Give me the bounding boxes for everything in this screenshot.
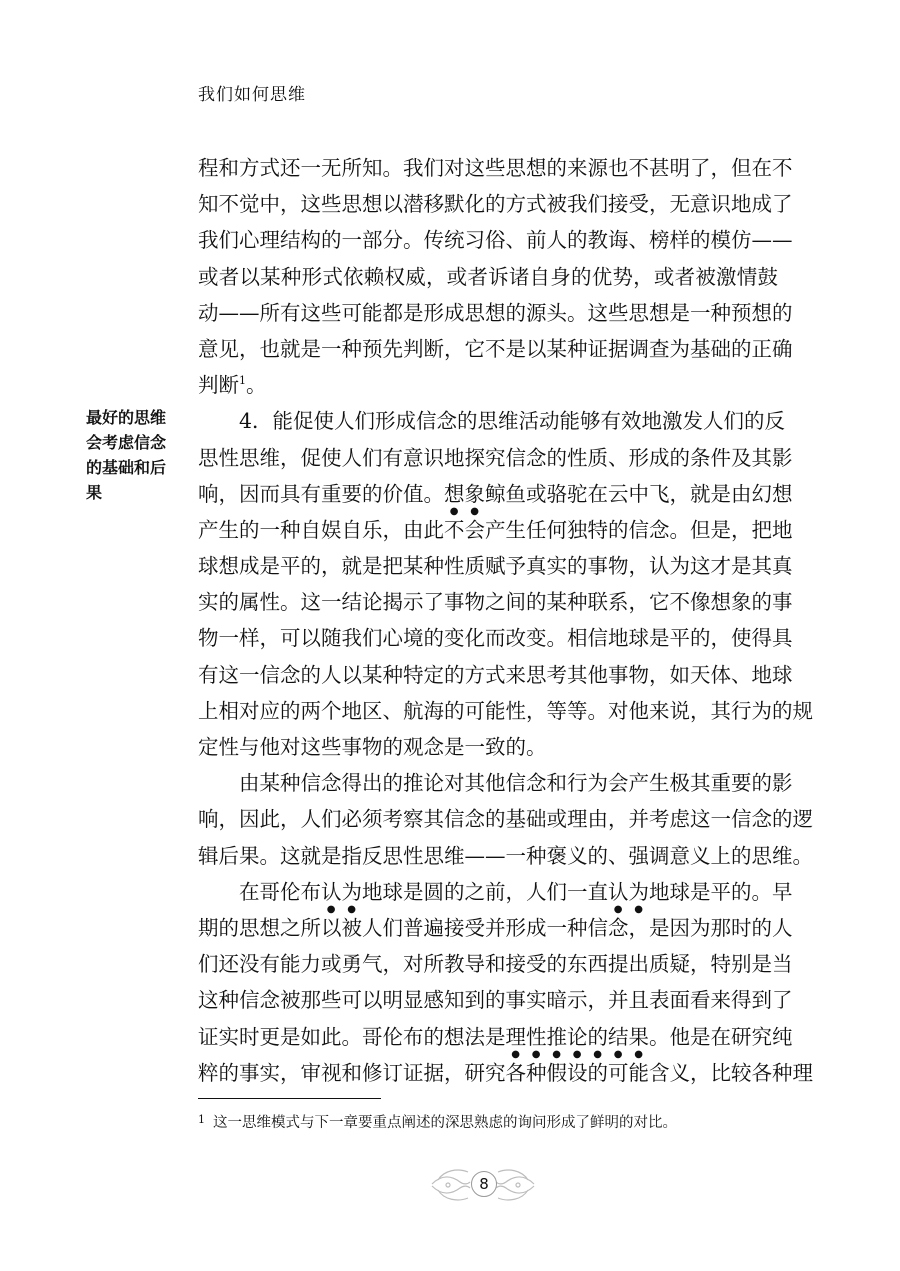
- margin-note-line: 最好的思维: [86, 408, 167, 427]
- text-line: 这种信念被那些可以明显感知到的事实暗示，并且表面看来得到了: [198, 988, 793, 1013]
- running-head: 我们如何思维: [198, 85, 306, 105]
- page-number-ornament: [428, 1162, 538, 1208]
- emphasized-text: 认为: [608, 879, 649, 904]
- text-line: 或者以某种形式依赖权威，或者诉诸自身的优势，或者被激情鼓: [198, 264, 778, 289]
- margin-note-line: 的基础和后: [86, 458, 167, 477]
- text-line: 知不觉中，这些思想以潜移默化的方式被我们接受，无意识地成了: [198, 192, 793, 217]
- body-text: [198, 150, 813, 1091]
- footnote: [198, 1111, 677, 1132]
- text-span: 证实时更是如此。哥伦布的想法是: [198, 1024, 506, 1049]
- text-span: 。: [246, 373, 267, 398]
- text-line: 期的思想之所以被人们普遍接受并形成一种信念，是因为那时的人: [198, 915, 793, 940]
- text-line: 定性与他对这些事物的观念是一致的。: [198, 735, 547, 759]
- margin-note-line: 果: [86, 483, 103, 502]
- margin-note-line: 会考虑信念: [86, 433, 167, 452]
- footnote-divider: [198, 1098, 381, 1099]
- text-span: 。他是在研究纯: [649, 1024, 793, 1049]
- footnote-mark: 1: [198, 1113, 205, 1126]
- text-line: 物一样，可以随我们心境的变化而改变。相信地球是平的，使得具: [198, 626, 793, 651]
- text-line: [198, 1019, 793, 1055]
- text-line: 粹的事实，审视和修订证据，研究各种假设的可能含义，比较各种理: [198, 1060, 813, 1085]
- text-line: 产生的一种自娱自乐，由此不会产生任何独特的信念。但是，把地: [198, 517, 793, 542]
- text-span: 判断: [198, 373, 239, 398]
- text-line: 意见，也就是一种预先判断，它不是以某种证据调查为基础的正确: [198, 336, 793, 361]
- text-line: 思性思维，促使人们有意识地探究信念的性质、形成的条件及其影: [198, 445, 793, 470]
- text-line: 程和方式还一无所知。我们对这些思想的来源也不甚明了，但在不: [198, 156, 793, 180]
- text-line: 有这一信念的人以某种特定的方式来思考其他事物，如天体、地球: [198, 662, 793, 687]
- text-line: 们还没有能力或勇气，对所教导和接受的东西提出质疑，特别是当: [198, 952, 793, 977]
- emphasized-text: 理性推论的结果: [505, 1024, 649, 1049]
- footnote-ref[interactable]: 1: [239, 374, 246, 388]
- text-line: [198, 874, 793, 910]
- emphasized-text: 想象: [444, 481, 485, 506]
- footnote-text: 这一思维模式与下一章要重点阐述的深思熟虑的询问形成了鲜明的对比。: [213, 1115, 677, 1131]
- text-line: 动——所有这些可能都是形成思想的源头。这些思想是一种预想的: [198, 300, 793, 325]
- text-span: 鲸鱼或骆驼在云中飞，就是由幻想: [485, 481, 793, 506]
- text-span: 响，因而具有重要的价值。: [198, 481, 444, 506]
- emphasized-text: 认为: [321, 879, 362, 904]
- text-line: 我们心理结构的一部分。传统习俗、前人的教诲、榜样的模仿——: [198, 228, 793, 253]
- text-line: 球想成是平的，就是把某种性质赋予真实的事物，认为这才是其真: [198, 554, 793, 579]
- margin-note: [86, 405, 181, 505]
- text-line: [198, 367, 778, 403]
- text-line: 4．能促使人们形成信念的思维活动能够有效地激发人们的反: [239, 409, 786, 434]
- text-line: [198, 476, 793, 512]
- text-span: 地球是圆的之前，人们一直: [362, 879, 608, 904]
- text-line: 响，因此，人们必须考察其信念的基础或理由，并考虑这一信念的逻: [198, 807, 813, 832]
- page-number: 8: [471, 1171, 497, 1197]
- text-line: 由某种信念得出的推论对其他信念和行为会产生极其重要的影: [239, 771, 793, 796]
- text-span: 在哥伦布: [239, 879, 321, 904]
- text-span: 地球是平的。早: [649, 879, 793, 904]
- text-line: 辑后果。这就是指反思性思维——一种褒义的、强调意义上的思维。: [198, 843, 813, 868]
- text-line: 上相对应的两个地区、航海的可能性，等等。对他来说，其行为的规: [198, 698, 813, 723]
- text-line: 实的属性。这一结论揭示了事物之间的某种联系，它不像想象的事: [198, 590, 793, 615]
